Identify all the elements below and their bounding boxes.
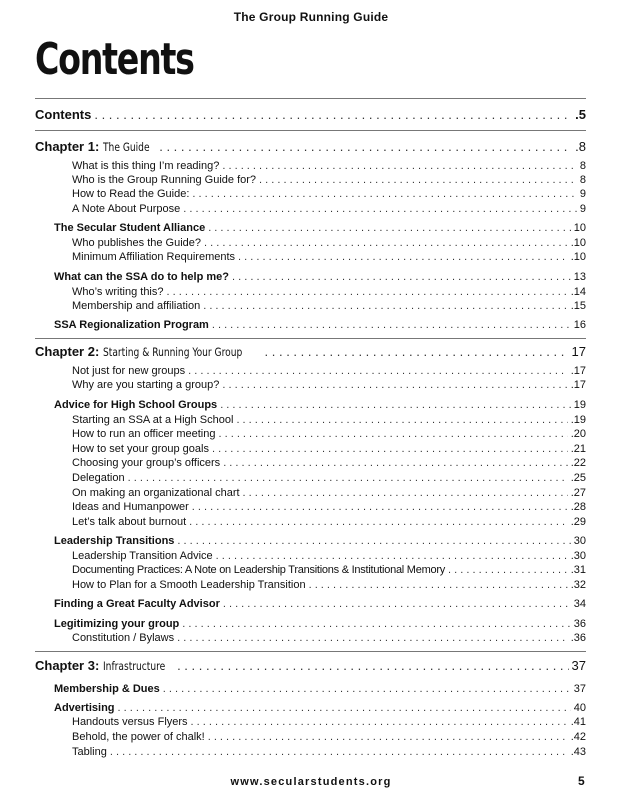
toc-page: 10 [573, 222, 586, 234]
chapter-title: The Guide [103, 140, 150, 154]
toc-label: Constitution / Bylaws [72, 632, 175, 644]
toc-label: Contents [35, 107, 92, 122]
leader-dots [208, 731, 568, 743]
toc-section[interactable] [54, 222, 586, 234]
leader-dots [191, 716, 568, 728]
toc-page: 37 [571, 658, 586, 673]
leader-dots [259, 174, 577, 186]
toc-label: Why are you starting a group? [72, 379, 220, 391]
toc-chapter-2[interactable] [35, 344, 586, 359]
toc-item[interactable] [72, 237, 586, 249]
toc-page: 36 [573, 618, 586, 630]
running-header: The Group Running Guide [233, 10, 389, 24]
toc-label: Behold, the power of chalk! [72, 731, 205, 743]
toc-page: 34 [573, 598, 586, 610]
toc-label: How to Read the Guide: [72, 188, 190, 200]
toc-section[interactable] [54, 618, 586, 630]
toc-label [35, 344, 262, 359]
toc-page: .43 [570, 746, 586, 758]
toc-label: Not just for new groups [72, 365, 186, 377]
toc-label: A Note About Purpose [72, 203, 181, 215]
toc-item[interactable] [72, 457, 586, 469]
toc-label: Handouts versus Flyers [72, 716, 188, 728]
toc-page: .28 [570, 501, 586, 513]
toc-item[interactable] [72, 160, 586, 172]
toc-label: Membership and affiliation [72, 300, 201, 312]
divider [35, 338, 586, 339]
toc-page: .21 [570, 443, 586, 455]
leader-dots [182, 618, 570, 630]
toc-item[interactable] [72, 564, 586, 576]
toc-item[interactable] [72, 487, 586, 499]
toc-label: Ideas and Humanpower [72, 501, 189, 513]
toc-page: 8 [579, 160, 586, 172]
toc-label: Finding a Great Faculty Advisor [54, 598, 220, 610]
toc-section[interactable] [54, 598, 586, 610]
toc-label: Tabling [72, 746, 107, 758]
leader-dots [223, 598, 571, 610]
toc-label: Advice for High School Groups [54, 399, 218, 411]
toc-label: Choosing your group’s officers [72, 457, 221, 469]
leader-dots [218, 428, 567, 440]
page-number: 5 [578, 774, 585, 788]
leader-dots [177, 535, 570, 547]
toc-item[interactable] [72, 414, 586, 426]
toc-label: How to run an officer meeting [72, 428, 216, 440]
toc-item[interactable] [72, 501, 586, 513]
toc-page: .29 [570, 516, 586, 528]
toc-page: .17 [570, 379, 586, 391]
toc-page: .19 [570, 414, 586, 426]
toc-chapter-3[interactable] [35, 658, 586, 673]
toc-label: Membership & Dues [54, 683, 160, 695]
chapter-title: Infrastructure [103, 659, 166, 673]
chapter-number: Chapter 2: [35, 344, 100, 359]
leader-dots [222, 160, 577, 172]
leader-dots [94, 107, 572, 122]
leader-dots [189, 516, 568, 528]
leader-dots [167, 286, 568, 298]
toc-label: Legitimizing your group [54, 618, 180, 630]
leader-dots [212, 443, 568, 455]
toc-page: .20 [570, 428, 586, 440]
toc-item[interactable] [72, 716, 586, 728]
toc-item[interactable] [72, 203, 586, 215]
toc-item[interactable] [72, 632, 586, 644]
toc-label: SSA Regionalization Program [54, 319, 209, 331]
toc-label: How to Plan for a Smooth Leadership Transition [72, 579, 306, 591]
toc-item[interactable] [72, 174, 586, 186]
toc-page: 8 [579, 174, 586, 186]
divider [35, 98, 586, 99]
toc-item[interactable] [72, 516, 586, 528]
toc-item[interactable] [72, 286, 586, 298]
toc-label: Advertising [54, 702, 115, 714]
toc-page: .10 [570, 237, 586, 249]
leader-dots [232, 271, 571, 283]
toc-page: .27 [570, 487, 586, 499]
leader-dots [222, 379, 567, 391]
toc-section[interactable] [54, 271, 586, 283]
toc-label: On making an organizational chart [72, 487, 240, 499]
leader-dots [203, 300, 568, 312]
divider [35, 651, 586, 652]
toc-section[interactable] [54, 683, 586, 695]
toc-label: What can the SSA do to help me? [54, 271, 229, 283]
toc-label: Who’s writing this? [72, 286, 164, 298]
divider [35, 130, 586, 131]
page-title: Contents [35, 34, 194, 85]
toc-page: .42 [570, 731, 586, 743]
leader-dots [188, 365, 568, 377]
toc-label: The Secular Student Alliance [54, 222, 206, 234]
chapter-title: Starting & Running Your Group [103, 345, 243, 359]
toc-page: 13 [573, 271, 586, 283]
toc-page: .41 [570, 716, 586, 728]
toc-entry-contents[interactable] [35, 107, 586, 122]
toc-page: .8 [575, 139, 586, 154]
toc-item[interactable] [72, 550, 586, 562]
toc-label: Minimum Affiliation Requirements [72, 251, 236, 263]
toc-item[interactable] [72, 300, 586, 312]
toc-section[interactable] [54, 702, 586, 714]
toc-label: Let’s talk about burnout [72, 516, 187, 528]
toc-label: What is this thing I’m reading? [72, 160, 220, 172]
toc-item[interactable] [72, 365, 586, 377]
toc-page: .17 [570, 365, 586, 377]
leader-dots [110, 746, 568, 758]
toc-page: .25 [570, 472, 586, 484]
toc-label [35, 139, 156, 154]
toc-page: .10 [570, 251, 586, 263]
toc-page: 30 [573, 535, 586, 547]
toc-section[interactable] [54, 399, 586, 411]
leader-dots [216, 550, 568, 562]
toc-item[interactable] [72, 472, 586, 484]
toc-label: Delegation [72, 472, 125, 484]
toc-label: Who is the Group Running Guide for? [72, 174, 257, 186]
leader-dots [309, 579, 568, 591]
toc-label: Who publishes the Guide? [72, 237, 202, 249]
toc-label: Leadership Transitions [54, 535, 175, 547]
toc-section[interactable] [54, 319, 586, 331]
toc-item[interactable] [72, 188, 586, 200]
leader-dots [208, 222, 571, 234]
leader-dots [212, 319, 571, 331]
toc-page: 19 [573, 399, 586, 411]
leader-dots [236, 414, 567, 426]
toc-item[interactable] [72, 428, 586, 440]
leader-dots [223, 457, 568, 469]
toc-section[interactable] [54, 535, 586, 547]
leader-dots [183, 203, 577, 215]
toc-page: .14 [570, 286, 586, 298]
toc-page: .31 [570, 564, 586, 576]
leader-dots [177, 632, 568, 644]
toc-chapter-1[interactable] [35, 139, 586, 154]
toc-item[interactable] [72, 251, 586, 263]
chapter-number: Chapter 3: [35, 658, 100, 673]
leader-dots [177, 658, 568, 673]
leader-dots [192, 188, 576, 200]
toc-page: .22 [570, 457, 586, 469]
toc-page: 37 [573, 683, 586, 695]
toc-item[interactable] [72, 379, 586, 391]
leader-dots [265, 344, 569, 359]
toc-page: 16 [573, 319, 586, 331]
leader-dots [118, 702, 571, 714]
leader-dots [448, 564, 568, 576]
leader-dots [192, 501, 568, 513]
toc-item[interactable] [72, 443, 586, 455]
toc-page: .5 [575, 107, 586, 122]
leader-dots [159, 139, 572, 154]
toc-page: 40 [573, 702, 586, 714]
leader-dots [128, 472, 568, 484]
toc-page: 9 [579, 188, 586, 200]
leader-dots [238, 251, 568, 263]
toc-label: Starting an SSA at a High School [72, 414, 234, 426]
toc-label: How to set your group goals [72, 443, 209, 455]
leader-dots [204, 237, 568, 249]
toc-page: .36 [570, 632, 586, 644]
toc-page: 9 [579, 203, 586, 215]
leader-dots [220, 399, 571, 411]
toc-item[interactable] [72, 731, 586, 743]
leader-dots [163, 683, 571, 695]
toc-label [35, 658, 174, 673]
toc-page: .30 [570, 550, 586, 562]
toc-label: Documenting Practices: A Note on Leadership Transitions & Institutional Memory [72, 564, 446, 576]
footer-website[interactable]: www.secularstudents.org [230, 776, 392, 788]
toc-page: .32 [570, 579, 586, 591]
chapter-number: Chapter 1: [35, 139, 100, 154]
toc-item[interactable] [72, 746, 586, 758]
leader-dots [243, 487, 568, 499]
toc-item[interactable] [72, 579, 586, 591]
toc-label: Leadership Transition Advice [72, 550, 213, 562]
toc-page: 17 [571, 344, 586, 359]
toc-page: .15 [570, 300, 586, 312]
